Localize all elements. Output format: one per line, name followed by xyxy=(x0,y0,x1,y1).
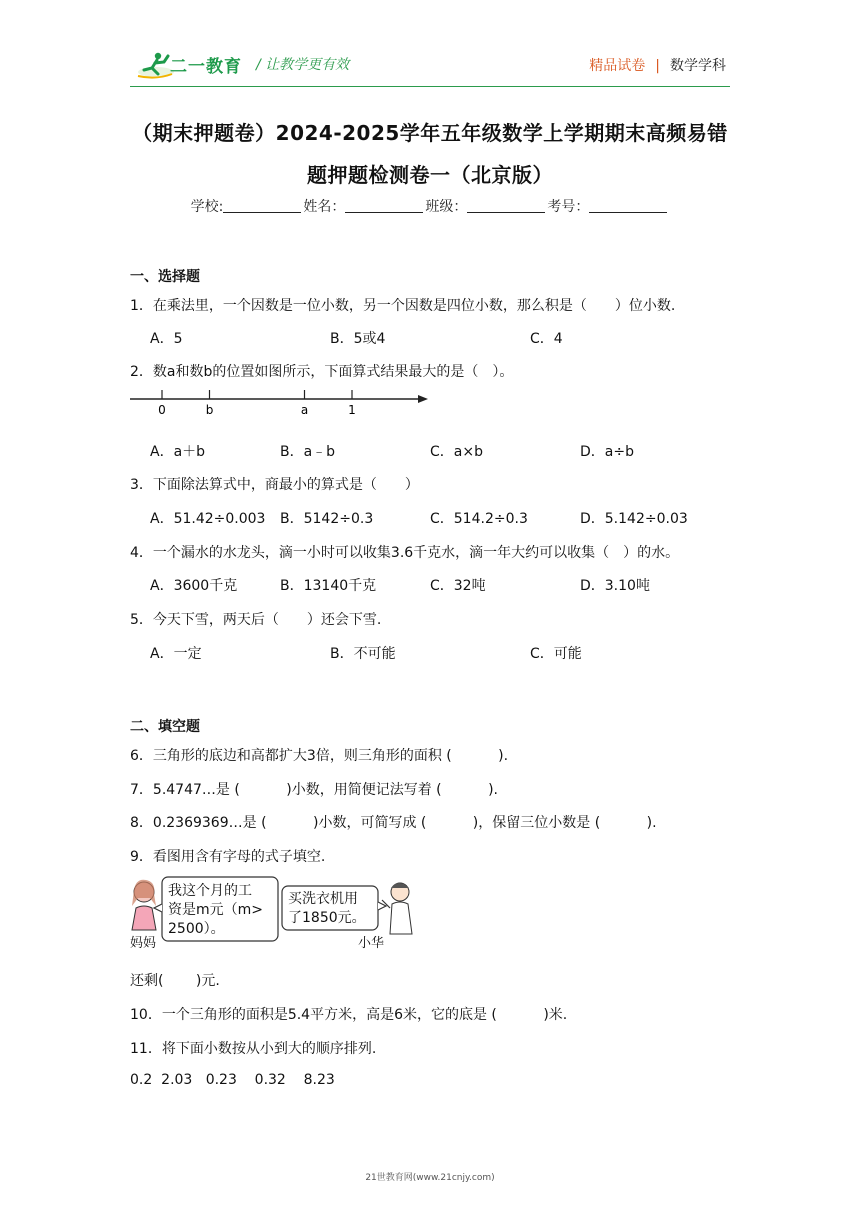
q4-option-d: D．3.10吨 xyxy=(580,578,650,594)
q2-option-c: C．a×b xyxy=(430,444,483,460)
header-tag xyxy=(589,55,726,75)
q5-option-a: A．一定 xyxy=(150,646,202,662)
q9-illustration xyxy=(128,874,418,950)
page-footer: 21世教育网(www.21cnjy.com) xyxy=(365,1173,495,1183)
name-label: 姓名： xyxy=(303,199,346,215)
q4-option-c: C．32吨 xyxy=(430,578,486,594)
question-9: 9．看图用含有字母的式子填空. xyxy=(130,849,326,865)
mom-speech-line3: 2500）。 xyxy=(168,921,225,937)
doc-title-line1: （期末押题卷）2024-2025学年五年级数学上学期期末高频易错 xyxy=(132,121,728,145)
name-blank xyxy=(345,198,423,213)
number-line xyxy=(130,384,430,420)
boy-speech xyxy=(288,890,366,928)
q2-option-d: D．a÷b xyxy=(580,444,634,460)
doc-title-line2: 题押题检测卷一（北京版） xyxy=(307,163,553,187)
question-10: 10．一个三角形的面积是5.4平方米，高是6米，它的底是 ( )米. xyxy=(130,1007,568,1023)
tag-quality: 精品试卷 xyxy=(589,58,646,74)
mom-figure-icon xyxy=(132,880,156,930)
q5-option-c: C．可能 xyxy=(530,646,582,662)
boy-speech-line2: 了1850元。 xyxy=(288,910,366,926)
numberline-label: 1 xyxy=(348,403,356,417)
question-11: 11．将下面小数按从小到大的顺序排列. xyxy=(130,1041,377,1057)
section-choice-title: 一、选择题 xyxy=(130,269,200,285)
q1-option-b: B．5或4 xyxy=(330,331,386,347)
student-info xyxy=(0,196,860,216)
q3-option-a: A．51.42÷0.003 xyxy=(150,511,266,527)
q1-option-c: C．4 xyxy=(530,331,563,347)
question-4: 4．一个漏水的水龙头，滴一小时可以收集3.6千克水，滴一年大约可以收集（ ）的水。 xyxy=(130,545,680,561)
q2-option-b: B．a﹣b xyxy=(280,444,336,460)
numberline-label: b xyxy=(205,403,214,417)
tag-separator: | xyxy=(655,58,660,74)
mom-label: 妈妈 xyxy=(130,936,157,951)
header-divider xyxy=(130,86,730,87)
boy-speech-line1: 买洗衣机用 xyxy=(288,891,358,907)
school-label: 学校: xyxy=(190,199,224,215)
exam-no-blank xyxy=(589,198,667,213)
q4-option-b: B．13140千克 xyxy=(280,578,377,594)
q2-option-a: A．a＋b xyxy=(150,444,206,460)
q4-option-a: A．3600千克 xyxy=(150,578,238,594)
question-6: 6．三角形的底边和高都扩大3倍，则三角形的面积 ( ). xyxy=(130,748,509,764)
brand-slogan: / 让教学更有效 xyxy=(256,57,350,73)
question-3: 3．下面除法算式中，商最小的算式是（ ） xyxy=(130,477,419,493)
mom-speech-line1: 我这个月的工 xyxy=(168,883,252,899)
boy-label: 小华 xyxy=(358,936,385,951)
q3-option-d: D．5.142÷0.03 xyxy=(580,511,688,527)
brand-name: 二一教育 xyxy=(170,57,242,76)
q1-option-a: A．5 xyxy=(150,331,183,347)
page-header xyxy=(0,0,860,92)
tag-subject: 数学学科 xyxy=(670,58,726,74)
boy-figure-icon xyxy=(382,883,412,934)
q5-option-b: B．不可能 xyxy=(330,646,396,662)
question-7: 7．5.4747…是 ( )小数，用简便记法写着 ( ). xyxy=(130,782,498,798)
exam-no-label: 考号： xyxy=(547,199,590,215)
class-blank xyxy=(467,198,545,213)
school-blank xyxy=(223,198,301,213)
numberline-label: 0 xyxy=(158,403,166,417)
question-2: 2．数a和数b的位置如图所示，下面算式结果最大的是（ ）。 xyxy=(130,364,514,380)
section-fill-title: 二、填空题 xyxy=(130,719,200,735)
question-8: 8．0.2369369…是 ( )小数，可简写成 ( )，保留三位小数是 ( ). xyxy=(130,815,657,831)
mom-speech xyxy=(168,882,263,939)
question-1: 1．在乘法里，一个因数是一位小数，另一个因数是四位小数，那么积是（ ）位小数. xyxy=(130,298,676,314)
q11-numbers: 0.2 2.03 0.23 0.32 8.23 xyxy=(130,1072,335,1088)
q3-option-b: B．5142÷0.3 xyxy=(280,511,374,527)
question-5: 5．今天下雪，两天后（ ）还会下雪. xyxy=(130,612,382,628)
q9-answer: 还剩( )元. xyxy=(130,973,220,989)
class-label: 班级： xyxy=(425,199,468,215)
q3-option-c: C．514.2÷0.3 xyxy=(430,511,528,527)
numberline-label: a xyxy=(300,403,309,417)
mom-speech-line2: 资是m元（m> xyxy=(168,902,264,918)
